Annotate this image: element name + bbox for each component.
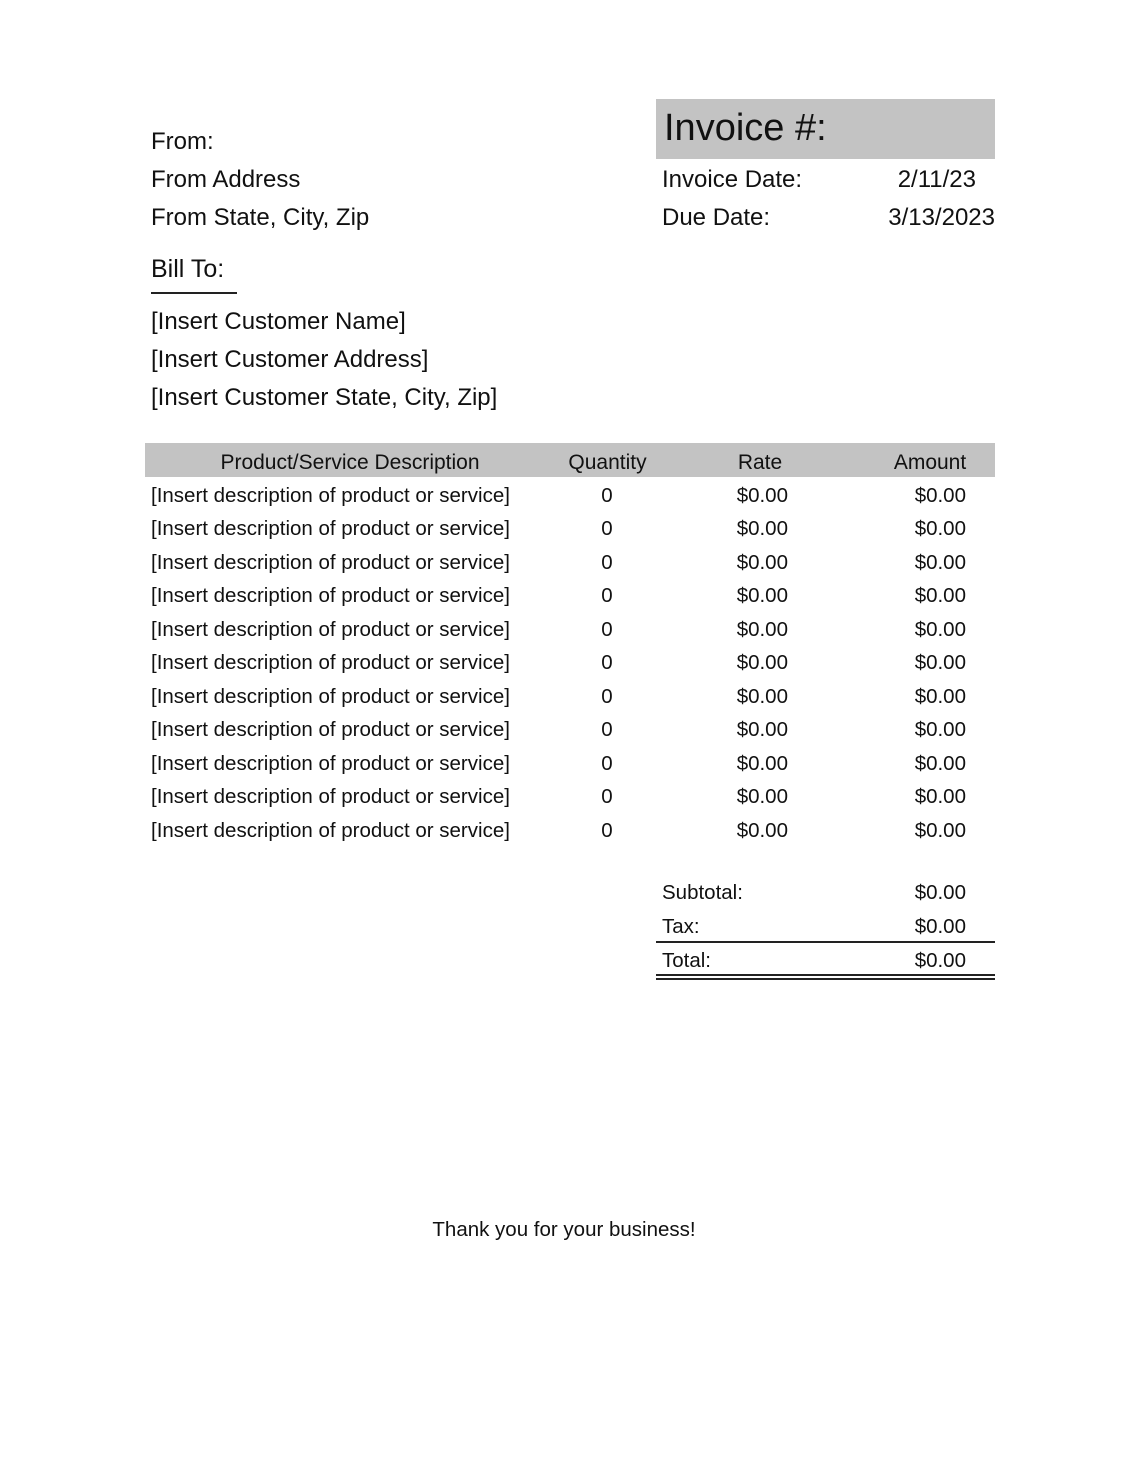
subtotal-label: Subtotal:	[662, 881, 743, 904]
table-row	[0, 819, 1140, 852]
table-row	[0, 785, 1140, 818]
header-description: Product/Service Description	[220, 451, 480, 474]
header-quantity: Quantity	[568, 451, 647, 474]
row-description: [Insert description of product or service]	[151, 718, 510, 741]
row-description: [Insert description of product or service]	[151, 685, 510, 708]
table-row	[0, 618, 1140, 651]
header-amount: Amount	[893, 451, 967, 474]
row-rate: $0.00	[736, 685, 788, 708]
due-date-label: Due Date:	[662, 204, 771, 231]
row-quantity: 0	[601, 718, 613, 741]
table-row	[0, 651, 1140, 684]
from-state-city-zip: From State, City, Zip	[151, 204, 370, 231]
row-description: [Insert description of product or service]	[151, 551, 510, 574]
row-amount: $0.00	[914, 651, 966, 674]
from-address: From Address	[151, 166, 301, 193]
row-amount: $0.00	[914, 517, 966, 540]
row-description: [Insert description of product or service]	[151, 618, 510, 641]
invoice-date-value: 2/11/23	[897, 166, 976, 193]
total-label: Total:	[662, 949, 711, 972]
table-row	[0, 685, 1140, 718]
row-description: [Insert description of product or service]	[151, 819, 510, 842]
row-amount: $0.00	[914, 584, 966, 607]
row-amount: $0.00	[914, 484, 966, 507]
row-quantity: 0	[601, 517, 613, 540]
table-row	[0, 551, 1140, 584]
row-rate: $0.00	[736, 584, 788, 607]
subtotal-value: $0.00	[914, 881, 966, 904]
row-quantity: 0	[601, 618, 613, 641]
row-description: [Insert description of product or service]	[151, 785, 510, 808]
invoice-title: Invoice #:	[664, 107, 827, 149]
row-description: [Insert description of product or service]	[151, 484, 510, 507]
row-description: [Insert description of product or service]	[151, 517, 510, 540]
row-rate: $0.00	[736, 618, 788, 641]
tax-divider	[656, 941, 995, 943]
row-amount: $0.00	[914, 752, 966, 775]
row-description: [Insert description of product or service]	[151, 584, 510, 607]
row-amount: $0.00	[914, 618, 966, 641]
row-rate: $0.00	[736, 551, 788, 574]
row-quantity: 0	[601, 551, 613, 574]
thank-you-message: Thank you for your business!	[432, 1218, 696, 1241]
row-rate: $0.00	[736, 819, 788, 842]
due-date-value: 3/13/2023	[888, 204, 995, 231]
customer-address: [Insert Customer Address]	[151, 346, 429, 373]
customer-state-city-zip: [Insert Customer State, City, Zip]	[151, 384, 498, 411]
table-row	[0, 484, 1140, 517]
row-amount: $0.00	[914, 718, 966, 741]
row-description: [Insert description of product or service]	[151, 651, 510, 674]
row-quantity: 0	[601, 584, 613, 607]
row-amount: $0.00	[914, 551, 966, 574]
row-rate: $0.00	[736, 752, 788, 775]
total-double-underline-top	[656, 974, 995, 976]
row-rate: $0.00	[736, 651, 788, 674]
invoice-date-label: Invoice Date:	[662, 166, 803, 193]
row-quantity: 0	[601, 685, 613, 708]
table-row	[0, 517, 1140, 550]
row-amount: $0.00	[914, 685, 966, 708]
table-row	[0, 752, 1140, 785]
customer-name: [Insert Customer Name]	[151, 308, 406, 335]
row-amount: $0.00	[914, 785, 966, 808]
row-quantity: 0	[601, 651, 613, 674]
table-row	[0, 584, 1140, 617]
row-description: [Insert description of product or service]	[151, 752, 510, 775]
row-quantity: 0	[601, 785, 613, 808]
tax-label: Tax:	[662, 915, 700, 938]
bill-to-underline	[151, 292, 237, 294]
items-table-header	[145, 443, 995, 477]
row-quantity: 0	[601, 819, 613, 842]
table-row	[0, 718, 1140, 751]
row-quantity: 0	[601, 484, 613, 507]
total-double-underline-bottom	[656, 978, 995, 980]
from-label: From:	[151, 128, 214, 155]
row-rate: $0.00	[736, 718, 788, 741]
bill-to-label: Bill To:	[151, 255, 225, 283]
row-amount: $0.00	[914, 819, 966, 842]
total-value: $0.00	[914, 949, 966, 972]
row-rate: $0.00	[736, 517, 788, 540]
row-quantity: 0	[601, 752, 613, 775]
header-rate: Rate	[737, 451, 783, 474]
row-rate: $0.00	[736, 484, 788, 507]
tax-value: $0.00	[914, 915, 966, 938]
row-rate: $0.00	[736, 785, 788, 808]
invoice-title-box	[656, 99, 995, 159]
